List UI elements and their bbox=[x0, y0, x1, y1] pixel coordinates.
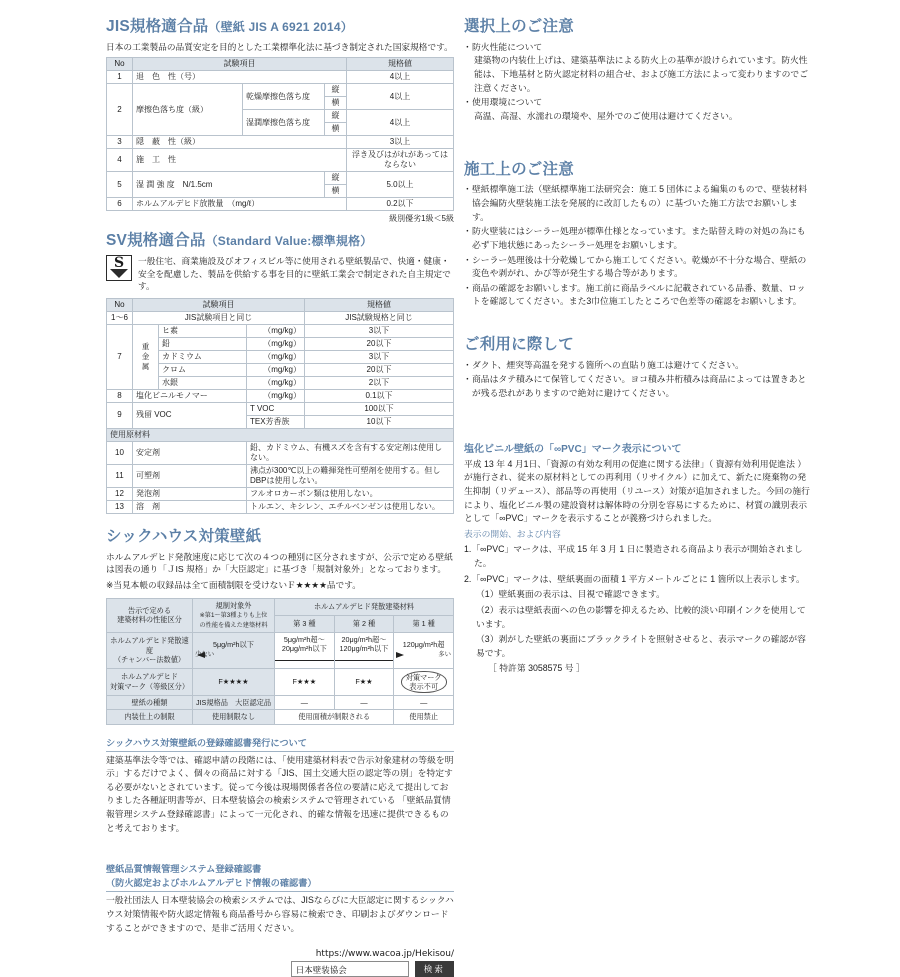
sh-r1-exempt-note: 少ない bbox=[195, 651, 215, 659]
sickhouse-sub1-body: 建築基準法令等では、確認申請の段階には、「使用建築材料表で告示対象建材の等級を明示」するだけでよく、個々の商品に対する「JIS、国土交通大臣の認定等の別」を特定する必要がないとされています。従って今後は現場関係者各位の要請に応えて提出しておりました各種証明書等が、日本壁装協会の検索システムで管理されている 「壁紙品質情報管理システム登録確認書」によって一元化され、的確な情報を迅速に提供できるものと考えております。 bbox=[106, 754, 454, 833]
sv-mat-3-name: 溶 剤 bbox=[133, 500, 247, 513]
jis-lede: 日本の工業製品の品質安定を目的とした工業標準化法に基づき制定された国家規格です。 bbox=[106, 41, 453, 52]
sickhouse-lede2: ※当見本帳の収録品は全て面積制限を受けないＦ★★★★品です。 bbox=[106, 580, 361, 591]
sh-h-rowlabel-l2: 建築材料の性能区分 bbox=[117, 615, 182, 625]
sv-section-heading bbox=[106, 232, 454, 250]
sh-r3-label: 壁紙の種類 bbox=[107, 695, 193, 709]
table-row bbox=[107, 136, 454, 149]
list-item: ・ 商品はタテ積みにて保管してください。ヨコ積み井桁積みは商品によっては置きあとが残る恐れがありますので絶対に避けてください。 bbox=[464, 373, 812, 400]
list-item: ・ 壁紙標準施工法（壁紙標準施工法研究会：施工 5 団体による編集のもので、壁装材料協会編防火壁装施工法を発展的に改訂したもの）に基づいた施工方法でお願いします。 bbox=[464, 183, 812, 224]
sv-mat-1-name: 可塑剤 bbox=[133, 464, 247, 487]
sickhouse-sub1-title: シックハウス対策壁紙の登録確認書発行について bbox=[106, 735, 454, 752]
table-row bbox=[107, 84, 454, 97]
sv-metal-no: 7 bbox=[107, 324, 133, 389]
pvc-patent-number: ［ 特許第 3058575 号 ］ bbox=[488, 663, 585, 674]
sh-r1-k3 bbox=[275, 633, 335, 669]
sh-r1-label-l2: （チャンバー法数値） bbox=[113, 655, 186, 665]
sh-r2-label bbox=[107, 668, 193, 695]
table-row bbox=[107, 337, 454, 350]
sv-logo-triangle-icon bbox=[110, 269, 128, 278]
sv-metal-1-value: 20以下 bbox=[305, 337, 454, 350]
sh-r1-k3-l2: 20μg/m²h以下 bbox=[281, 644, 327, 654]
sv-mat-1-no: 11 bbox=[107, 464, 133, 487]
sv-mat-3-text: トルエン、キシレン、エチルベンゼンは使用しない。 bbox=[247, 500, 454, 513]
sv-heading-main: SV規格適合品 bbox=[106, 232, 206, 250]
table-row bbox=[107, 350, 454, 363]
sh-r3-k3: — bbox=[275, 695, 335, 709]
sv-mat-0-name: 安定剤 bbox=[133, 441, 247, 464]
jis-row1-value: 4以上 bbox=[347, 71, 454, 84]
sv-row8-value: 0.1以下 bbox=[305, 389, 454, 402]
sv-mat-0-no: 10 bbox=[107, 441, 133, 464]
jis-row5-dir2: 横 bbox=[325, 185, 347, 198]
jis-row2-value1: 4以上 bbox=[347, 84, 454, 110]
arrow-left-icon bbox=[197, 652, 205, 658]
search-row bbox=[106, 961, 454, 977]
sv-col-value: 規格値 bbox=[305, 298, 454, 311]
sh-h-exempt-l1: 規制対象外 bbox=[215, 600, 252, 610]
jis-row3-value: 3以上 bbox=[347, 136, 454, 149]
sel-item-0-title: 防火性能について bbox=[472, 41, 543, 52]
sickhouse-sub2-body: 一般社団法人 日本壁装協会の検索システムでは、JISならびに大臣認定に関するシックハウス対策情報や防火認定情報も商品番号から容易に検索でき、印刷およびダウンロードすることができますので、是非ご活用ください。 bbox=[106, 895, 454, 933]
table-row bbox=[107, 71, 454, 84]
sh-h-k3: 第 3 種 bbox=[275, 615, 335, 632]
sv-metal-0-unit: （mg/kg） bbox=[247, 324, 305, 337]
sh-r2-k3: F★★★ bbox=[275, 668, 335, 695]
sv-mat-2-text: フルオロカーボン類は使用しない。 bbox=[247, 487, 454, 500]
table-row bbox=[107, 428, 454, 441]
sv-metal-0-name: ヒ素 bbox=[159, 324, 247, 337]
sh-r4-mid: 使用面積が制限される bbox=[275, 710, 394, 724]
sv-row9-sub1-label: T VOC bbox=[250, 403, 275, 413]
construction-notes-heading: 施工上のご注意 bbox=[464, 160, 574, 178]
list-item: ・ 防火壁装にはシーラー処理が標準仕様となっています。また貼替え時の対処の為にも必ず下地状態にあったシーラー処理をお願いします。 bbox=[464, 225, 812, 252]
sv-metal-4-name: 水銀 bbox=[159, 376, 247, 389]
list-item: ・ シーラー処理後は十分乾燥してから施工してください。乾燥が不十分な場合、壁紙の変色や剥がれ、かび等が発生する場合等があります。 bbox=[464, 254, 812, 281]
sv-mat-3-no: 13 bbox=[107, 500, 133, 513]
table-row bbox=[107, 172, 454, 185]
sh-r1-k2 bbox=[334, 633, 394, 669]
sv-metal-3-name: クロム bbox=[159, 363, 247, 376]
sv-metal-4-value: 2以下 bbox=[305, 376, 454, 389]
pvc-sublist-item-2: （2）表示は壁紙表面への色の影響を抑えるため、比較的淡い印刷インクを使用しています。 bbox=[476, 604, 806, 629]
jis-row6-no: 6 bbox=[107, 198, 133, 211]
sv-metal-2-value: 3以下 bbox=[305, 350, 454, 363]
pvc-sublist-item-1: （1）壁紙裏面の表示は、目視で確認できます。 bbox=[476, 589, 665, 600]
sh-h-exempt-l2: ※第1～第3種よりも上位 bbox=[199, 612, 268, 619]
sv-row16-value: JIS試験規格と同じ bbox=[305, 311, 454, 324]
sv-logo-text: 一般住宅、商業施設及びオフィスビル等に使用される壁紙製品で、快適・健康・安全を配慮した、製品を供給する事を目的に壁紙工業会で制定された自主規定です。 bbox=[138, 255, 451, 292]
sel-item-0-body: 建築物の内装仕上げは、建築基準法による防火上の基準が設けられています。防火性能は、下地基材と防火認定材料の組合せ、および施工方法によって変わりますのでご注意ください。 bbox=[474, 55, 809, 93]
arrow-line-icon bbox=[335, 660, 394, 661]
jis-footnote: 級別優劣1級＜5級 bbox=[389, 214, 454, 224]
sv-row8-no: 8 bbox=[107, 389, 133, 402]
sickhouse-sub2-title-l2: （防火認定およびホルムアルデヒド情報の確認書） bbox=[106, 878, 317, 889]
sh-r4-exempt: 使用制限なし bbox=[193, 710, 275, 724]
sv-row9-sub1 bbox=[247, 402, 305, 415]
table-row bbox=[107, 389, 454, 402]
sh-r2-k1-l1: 対策マーク bbox=[405, 672, 442, 682]
sickhouse-table bbox=[106, 598, 454, 725]
sh-r1-label bbox=[107, 633, 193, 669]
search-button[interactable]: 検索 bbox=[415, 961, 454, 977]
jis-table-header-row bbox=[107, 58, 454, 71]
table-row bbox=[107, 149, 454, 172]
jis-row3-item: 隠 蔽 性（級） bbox=[133, 136, 347, 149]
pvc-mark-body: 平成 13 年 4 月1日、「資源の有効な利用の促進に関する法律」（ 資源有効利用促進法 ）が施行され、従来の原材料としての再利用（リサイクル）に加えて、新たに廃棄物の発生抑制（リデュース）、部品等の再使用（リユース）対策が追加されました。今回の施行により、塩化ビニル製の建設資材は解体時の分別を容易にするために、材質の識別表示として「∞PVC」マークを表示することが義務づけられました。 bbox=[464, 458, 810, 524]
jis-row2-value2: 4以上 bbox=[347, 110, 454, 136]
sv-band-materials: 使用原材料 bbox=[107, 428, 454, 441]
pvc-list-item-1: 1.「∞PVC」マークは、平成 15 年 3 月 1 日に製造される商品より表示が開始されました。 bbox=[464, 544, 803, 569]
sh-h-exempt-l3: の性能を備えた建築材料 bbox=[199, 622, 268, 630]
right-column bbox=[464, 18, 812, 678]
selection-notes-list bbox=[464, 41, 812, 124]
sv-metal-2-name: カドミウム bbox=[159, 350, 247, 363]
list-item bbox=[464, 96, 812, 123]
sh-r1-k2-l1: 20μg/m²h超～ bbox=[341, 635, 387, 645]
jis-heading-main: JIS規格適合品 bbox=[106, 18, 209, 35]
jis-row4-value: 浮き及びはがれがあってはならない bbox=[347, 149, 454, 172]
sh-h-rowlabel-l1: 告示で定める bbox=[127, 606, 172, 616]
sh-r1-label-l1: ホルムアルデヒド発散速度 bbox=[110, 636, 189, 655]
sh-r2-label-l1: ホルムアルデヒド bbox=[121, 672, 178, 682]
sv-col-item: 試験項目 bbox=[133, 298, 305, 311]
jis-row5-dir1: 縦 bbox=[325, 172, 347, 185]
sv-heading-sub: （Standard Value:標準規格） bbox=[205, 234, 373, 249]
sh-r2-k1-badge bbox=[401, 671, 447, 693]
sh-h-k2: 第 2 種 bbox=[334, 615, 394, 632]
sv-metal-4-unit: （mg/kg） bbox=[247, 376, 305, 389]
sv-row9-item: 残留 VOC bbox=[133, 402, 247, 428]
sh-r3-k2: — bbox=[334, 695, 394, 709]
sickhouse-header-row-1 bbox=[107, 598, 454, 615]
sv-metal-1-name: 鉛 bbox=[159, 337, 247, 350]
sh-h-group: ホルムアルデヒド発散建築材料 bbox=[275, 598, 454, 615]
table-row bbox=[107, 668, 454, 695]
sh-r1-k1 bbox=[394, 633, 454, 669]
sh-r1-k1-l1: 120μg/m²h超 bbox=[402, 639, 445, 649]
jis-section-heading bbox=[106, 18, 454, 36]
pvc-display-subheading: 表示の開始、および内容 bbox=[464, 528, 561, 539]
sv-row9-value2: 10以下 bbox=[305, 415, 454, 428]
jis-row6-value: 0.2以下 bbox=[347, 198, 454, 211]
sv-metal-3-unit: （mg/kg） bbox=[247, 363, 305, 376]
construction-notes-list bbox=[464, 183, 812, 309]
sv-metal-3-value: 20以下 bbox=[305, 363, 454, 376]
sh-h-k1: 第 1 種 bbox=[394, 615, 454, 632]
sv-row9-no: 9 bbox=[107, 402, 133, 428]
sh-r4-k1: 使用禁止 bbox=[394, 710, 454, 724]
jis-row2-sub1: 乾燥摩擦色落ち度 bbox=[243, 84, 325, 110]
jis-row2-no: 2 bbox=[107, 84, 133, 136]
jis-row2-dir1: 縦 bbox=[325, 84, 347, 97]
arrow-right-icon bbox=[396, 652, 404, 658]
table-row bbox=[107, 441, 454, 464]
sh-h-exempt bbox=[193, 598, 275, 632]
arrow-line-icon bbox=[275, 660, 334, 661]
jis-row5-no: 5 bbox=[107, 172, 133, 198]
sv-mat-1-text: 沸点が300℃以上の難揮発性可塑剤を使用する。但しDBPは使用しない。 bbox=[247, 464, 454, 487]
left-column bbox=[106, 18, 454, 977]
sh-r1-k1-note: 多い bbox=[438, 651, 451, 659]
list-item: ・ ダクト、煙突等高温を発する箇所への直貼り施工は避けてください。 bbox=[464, 359, 812, 373]
sh-r2-k1-l2: 表示不可 bbox=[409, 681, 439, 691]
sv-logo-icon bbox=[106, 255, 132, 281]
sv-metal-1-unit: （mg/kg） bbox=[247, 337, 305, 350]
jis-heading-sub: （壁紙 JIS A 6921 2014） bbox=[208, 20, 353, 34]
table-row bbox=[107, 710, 454, 724]
selection-notes-heading: 選択上のご注意 bbox=[464, 18, 574, 35]
table-row bbox=[107, 633, 454, 669]
sh-r2-exempt: F★★★★ bbox=[193, 668, 275, 695]
table-row bbox=[107, 198, 454, 211]
jis-table bbox=[106, 57, 454, 211]
sh-r1-k3-l1: 5μg/m²h超～ bbox=[283, 635, 325, 645]
jis-row3-no: 3 bbox=[107, 136, 133, 149]
jis-row2-dir3: 縦 bbox=[325, 110, 347, 123]
sv-row8-unit: （mg/kg） bbox=[247, 389, 305, 402]
sh-r1-exempt-val: 5μg/m²h以下 bbox=[213, 639, 254, 649]
sel-item-1-title: 使用環境について bbox=[472, 97, 543, 108]
table-row bbox=[107, 402, 454, 415]
sickhouse-sub2-title bbox=[106, 861, 454, 892]
sh-r1-k2-l2: 120μg/m²h以下 bbox=[339, 644, 389, 654]
table-row bbox=[107, 500, 454, 513]
jis-row4-no: 4 bbox=[107, 149, 133, 172]
sickhouse-sub2-title-l1: 壁紙品質情報管理システム登録確認書 bbox=[106, 864, 262, 875]
sh-r4-label: 内装仕上の制限 bbox=[107, 710, 193, 724]
jis-col-value: 規格値 bbox=[347, 58, 454, 71]
pvc-sublist-item-3: （3）剥がした壁紙の裏面にブラックライトを照射させると、表示マークの確認が容易です。 bbox=[476, 634, 806, 658]
sickhouse-section-heading: シックハウス対策壁紙 bbox=[106, 527, 262, 545]
wacoa-url[interactable]: https://www.wacoa.jp/Hekisou/ bbox=[315, 949, 454, 960]
sv-metal-0-value: 3以下 bbox=[305, 324, 454, 337]
sh-r1-exempt bbox=[193, 633, 275, 669]
jis-row2-dir4: 横 bbox=[325, 123, 347, 136]
sv-row16-item: JIS試験項目と同じ bbox=[133, 311, 305, 324]
jis-row5-value: 5.0以上 bbox=[347, 172, 454, 198]
sv-table-header-row bbox=[107, 298, 454, 311]
table-row bbox=[107, 324, 454, 337]
jis-row6-item: ホルムアルデヒド放散量 （mg/ℓ） bbox=[133, 198, 347, 211]
sickhouse-lede1: ホルムアルデヒド発散速度に応じて次の４つの種別に区分されますが、公示で定める壁紙は図表の通り「ＪIS 規格」か「大臣認定」に基づき「規制対象外」となっております。 bbox=[106, 551, 453, 574]
search-input[interactable]: 日本壁装協会 bbox=[291, 961, 409, 977]
sv-mat-2-no: 12 bbox=[107, 487, 133, 500]
sv-row16-no: 1～6 bbox=[107, 311, 133, 324]
sh-r3-exempt: JIS規格品 大臣認定品 bbox=[193, 695, 275, 709]
table-row bbox=[107, 695, 454, 709]
sh-r2-label-l2: 対策マーク（等級区分） bbox=[109, 681, 190, 691]
table-row bbox=[107, 363, 454, 376]
jis-row2-sub2: 湿潤摩擦色落ち度 bbox=[243, 110, 325, 136]
table-row bbox=[107, 487, 454, 500]
sv-mat-2-name: 発泡剤 bbox=[133, 487, 247, 500]
table-row bbox=[107, 311, 454, 324]
list-item: ・ 商品の確認をお願いします。施工前に商品ラベルに記載されている品番、数量、ロットを確認してください。また3巾位施工したところで色差等の確認をお願いします。 bbox=[464, 282, 812, 309]
sel-item-1-body: 高温、高湿、水濡れの環境や、屋外でのご使用は避けてください。 bbox=[474, 110, 738, 121]
table-row bbox=[107, 464, 454, 487]
sv-logo-row bbox=[106, 255, 454, 293]
sh-h-rowlabel bbox=[107, 598, 193, 632]
sh-r2-k2: F★★ bbox=[334, 668, 394, 695]
usage-notes-heading: ご利用に際して bbox=[464, 336, 574, 353]
jis-col-no: No bbox=[107, 58, 133, 71]
list-item bbox=[464, 41, 812, 96]
pvc-list-item-2: 2.「∞PVC」マークは、壁紙裏面の面積 1 平方メートルごとに 1 箇所以上表示します。 bbox=[464, 573, 805, 584]
sh-r3-k1: — bbox=[394, 695, 454, 709]
sv-col-no: No bbox=[107, 298, 133, 311]
sv-metal-2-unit: （mg/kg） bbox=[247, 350, 305, 363]
jis-row4-item: 施 工 性 bbox=[133, 149, 347, 172]
jis-row1-no: 1 bbox=[107, 71, 133, 84]
sv-row9-sub2: TEX芳香族 bbox=[247, 415, 305, 428]
sh-r2-k1 bbox=[394, 668, 454, 695]
sv-row9-value1: 100以下 bbox=[305, 402, 454, 415]
sv-row8-item: 塩化ビニルモノマー bbox=[133, 389, 247, 402]
jis-row2-dir2: 横 bbox=[325, 97, 347, 110]
sv-metal-label: 重 金 属 bbox=[133, 324, 159, 389]
pvc-mark-heading: 塩化ビニル壁紙の「∞PVC」マーク表示について bbox=[464, 443, 682, 455]
jis-row5-item: 湿 潤 強 度 N/1.5cm bbox=[133, 172, 325, 198]
usage-notes-list bbox=[464, 359, 812, 401]
jis-row2-item: 摩擦色落ち度（級） bbox=[133, 84, 243, 136]
sv-logo-letter: S bbox=[113, 254, 125, 271]
jis-col-item: 試験項目 bbox=[133, 58, 347, 71]
table-row bbox=[107, 376, 454, 389]
sv-table bbox=[106, 298, 454, 514]
sv-mat-0-text: 鉛、カドミウム、有機スズを含有する安定剤は使用しない。 bbox=[247, 441, 454, 464]
jis-row1-item: 退 色 性（号） bbox=[133, 71, 347, 84]
